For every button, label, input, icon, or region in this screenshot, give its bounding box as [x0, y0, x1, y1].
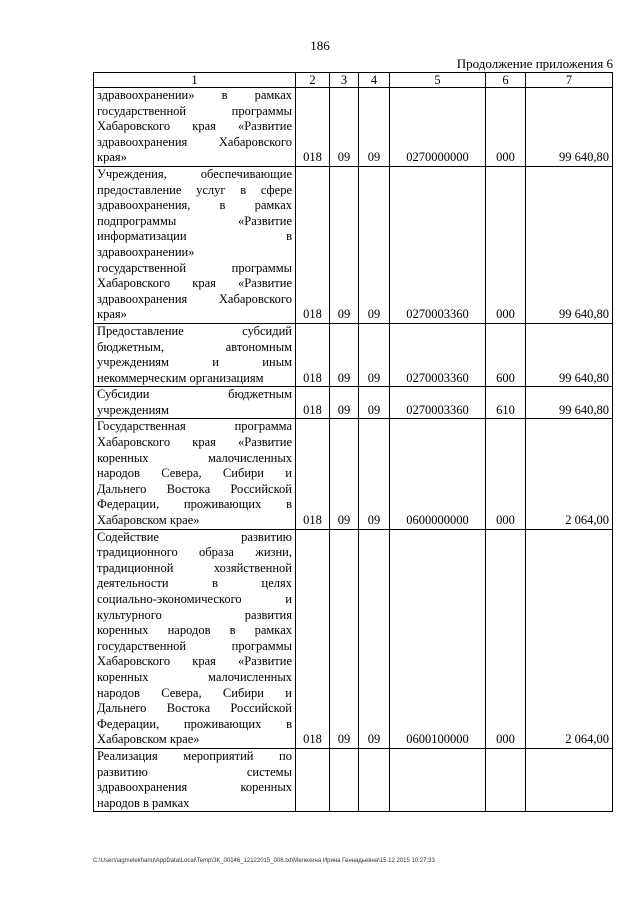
item-name-line: народов в рамках: [97, 795, 190, 810]
item-name-line: Реализация мероприятий по: [97, 748, 292, 763]
item-name-line: предоставление услуг в сфере: [97, 182, 292, 197]
item-name-line: Федерации, проживающих в: [97, 716, 292, 731]
ministry-code: 018: [296, 419, 330, 529]
item-name-line: коренных народов в рамках: [97, 623, 292, 638]
ministry-code: 018: [296, 387, 330, 419]
column-header: 3: [330, 73, 359, 88]
column-header: 4: [359, 73, 390, 88]
item-name: [94, 88, 296, 167]
ministry-code: 018: [296, 323, 330, 386]
item-name-line: здравоохранения Хабаровского: [97, 291, 292, 306]
subsection-code: 09: [359, 419, 390, 529]
item-name-line: Учреждения, обеспечивающие: [97, 166, 292, 181]
budget-table: [93, 72, 613, 812]
item-name-line: традиционного образа жизни,: [97, 545, 292, 560]
expense-type-code: 000: [486, 166, 526, 323]
item-name-line: культурного развития: [97, 607, 292, 622]
ministry-code: [296, 748, 330, 811]
item-name-line: Хабаровского края «Развитие: [97, 276, 292, 291]
item-name: [94, 419, 296, 529]
ministry-code: 018: [296, 166, 330, 323]
column-header: 5: [390, 73, 486, 88]
item-name-line: здравоохранения Хабаровского: [97, 134, 292, 149]
amount: [526, 748, 613, 811]
table-row: [94, 166, 613, 323]
item-name-line: народов Севера, Сибири и: [97, 466, 292, 481]
item-name: [94, 529, 296, 748]
target-article-code: 0600000000: [390, 419, 486, 529]
item-name-line: Предоставление субсидий: [97, 323, 292, 338]
subsection-code: 09: [359, 387, 390, 419]
item-name-line: здравоохранения, в рамках: [97, 198, 292, 213]
item-name-line: Хабаровском крае»: [97, 732, 200, 747]
item-name-line: государственной программы: [97, 638, 292, 653]
subsection-code: 09: [359, 88, 390, 167]
amount: 2 064,00: [526, 529, 613, 748]
item-name-line: Содействие развитию: [97, 529, 292, 544]
item-name: [94, 748, 296, 811]
table-row: [94, 529, 613, 748]
expense-type-code: 000: [486, 529, 526, 748]
item-name-line: Дальнего Востока Российской: [97, 481, 292, 496]
expense-type-code: 600: [486, 323, 526, 386]
item-name-line: учреждениям и иным: [97, 355, 292, 370]
subsection-code: 09: [359, 529, 390, 748]
target-article-code: 0600100000: [390, 529, 486, 748]
item-name-line: Дальнего Востока Российской: [97, 701, 292, 716]
amount: 99 640,80: [526, 323, 613, 386]
section-code: 09: [330, 529, 359, 748]
amount: 2 064,00: [526, 419, 613, 529]
item-name-line: развитию системы: [97, 764, 292, 779]
section-code: 09: [330, 387, 359, 419]
table-row: [94, 88, 613, 167]
table-row: [94, 387, 613, 419]
item-name-line: Хабаровского края «Развитие: [97, 435, 292, 450]
item-name-line: народов Севера, Сибири и: [97, 685, 292, 700]
subsection-code: 09: [359, 323, 390, 386]
item-name-line: Федерации, проживающих в: [97, 497, 292, 512]
expense-type-code: 000: [486, 419, 526, 529]
column-header: 6: [486, 73, 526, 88]
item-name-line: государственной программы: [97, 103, 292, 118]
item-name-line: учреждениям: [97, 402, 169, 417]
item-name-line: Государственная программа: [97, 419, 292, 434]
page-number: 186: [310, 38, 330, 53]
item-name-line: некоммерческим организациям: [97, 370, 264, 385]
item-name-line: деятельности в целях: [97, 576, 292, 591]
subsection-code: [359, 748, 390, 811]
item-name-line: Хабаровского края «Развитие: [97, 119, 292, 134]
expense-type-code: 000: [486, 88, 526, 167]
item-name-line: государственной программы: [97, 260, 292, 275]
item-name-line: края»: [97, 307, 127, 322]
table-row: [94, 748, 613, 811]
item-name-line: здравоохранении»: [97, 244, 195, 259]
header-row: [94, 73, 613, 88]
target-article-code: [390, 748, 486, 811]
item-name-line: Хабаровского края «Развитие: [97, 654, 292, 669]
item-name-line: Субсидии бюджетным: [97, 387, 292, 402]
column-header: 7: [526, 73, 613, 88]
column-header: 2: [296, 73, 330, 88]
target-article-code: 0270003360: [390, 323, 486, 386]
ministry-code: 018: [296, 88, 330, 167]
item-name-line: здравоохранении» в рамках: [97, 88, 292, 102]
table-row: [94, 419, 613, 529]
item-name-line: информатизации в: [97, 229, 292, 244]
column-header: 1: [94, 73, 296, 88]
subsection-code: 09: [359, 166, 390, 323]
ministry-code: 018: [296, 529, 330, 748]
target-article-code: 0270003360: [390, 166, 486, 323]
item-name-line: коренных малочисленных: [97, 669, 292, 684]
table-row: [94, 323, 613, 386]
item-name-line: коренных малочисленных: [97, 450, 292, 465]
item-name-line: Хабаровском крае»: [97, 513, 200, 528]
item-name-line: подпрограммы «Развитие: [97, 213, 292, 228]
expense-type-code: [486, 748, 526, 811]
continuation-label: Продолжение приложения 6: [456, 56, 613, 71]
target-article-code: 0270003360: [390, 387, 486, 419]
expense-type-code: 610: [486, 387, 526, 419]
item-name-line: традиционной хозяйственной: [97, 560, 292, 575]
amount: 99 640,80: [526, 387, 613, 419]
amount: 99 640,80: [526, 166, 613, 323]
item-name-line: края»: [97, 150, 127, 165]
section-code: 09: [330, 166, 359, 323]
item-name: [94, 166, 296, 323]
footer-file-path: C:\Users\agmelekhanu\AppData\Local\Temp\ЗК_00146_12122015_006.txt\Мелехина Ирина Геннадьевна\15.12.2015 10:27:33: [93, 858, 435, 864]
section-code: 09: [330, 323, 359, 386]
target-article-code: 0270000000: [390, 88, 486, 167]
item-name: [94, 323, 296, 386]
amount: 99 640,80: [526, 88, 613, 167]
section-code: 09: [330, 419, 359, 529]
item-name-line: социально-экономического и: [97, 592, 292, 606]
item-name-line: бюджетным, автономным: [97, 339, 292, 354]
section-code: [330, 748, 359, 811]
item-name: [94, 387, 296, 419]
section-code: 09: [330, 88, 359, 167]
item-name-line: здравоохранения коренных: [97, 780, 292, 795]
